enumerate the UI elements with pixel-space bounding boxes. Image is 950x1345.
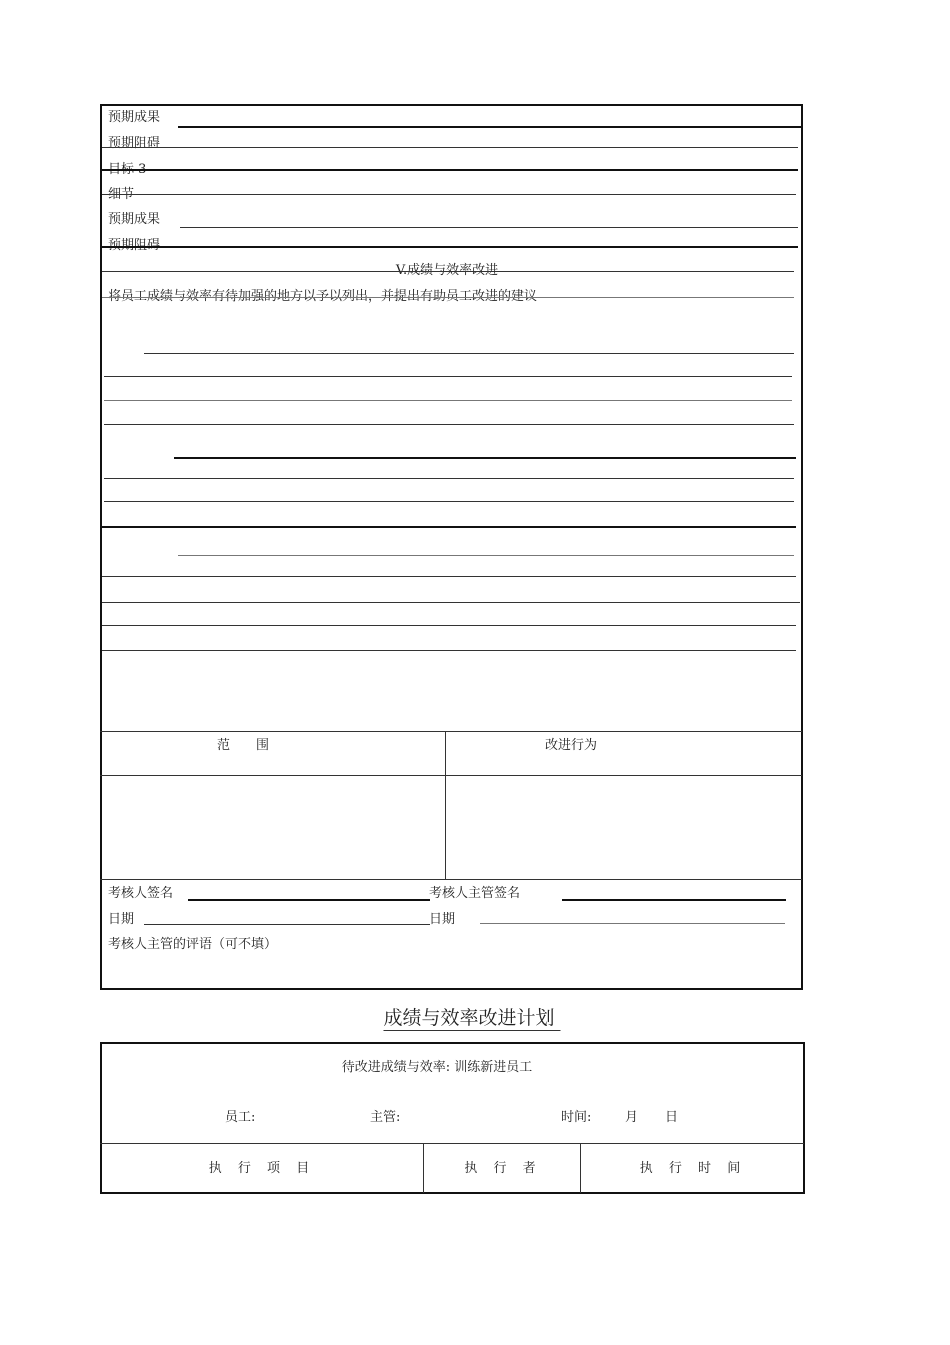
executor-header: 执 行 者 — [464, 1161, 542, 1176]
pending-improvement: 待改进成绩与效率: 训练新进员工 — [341, 1060, 533, 1075]
date-line-left[interactable] — [144, 924, 430, 925]
improvement-table-bottom — [100, 879, 802, 880]
writing-line[interactable] — [102, 576, 796, 577]
plan-col-divider-1 — [423, 1143, 424, 1193]
writing-line[interactable] — [102, 526, 796, 528]
writing-line[interactable] — [104, 376, 792, 377]
section-title-line — [102, 271, 794, 272]
goal-3-label: 目标 3 — [108, 162, 147, 177]
supervisor-comment-label: 考核人主管的评语（可不填） — [108, 937, 278, 952]
supervisor-sign-label: 考核人主管签名 — [429, 886, 521, 901]
reviewer-sign-line[interactable] — [188, 899, 430, 901]
section-title: V.成绩与效率改进 — [395, 263, 499, 278]
day-label: 日 — [665, 1110, 679, 1125]
writing-line[interactable] — [144, 353, 794, 354]
writing-line[interactable] — [174, 457, 796, 459]
supervisor-sign-line[interactable] — [562, 899, 786, 901]
writing-line[interactable] — [178, 555, 794, 556]
detail-label: 细节 — [108, 187, 135, 202]
scope-cell[interactable] — [102, 777, 444, 877]
date-line-right[interactable] — [480, 923, 785, 924]
improvement-table-header-line — [100, 775, 802, 776]
goal-3-line[interactable] — [102, 169, 798, 171]
writing-line[interactable] — [102, 650, 796, 651]
writing-line[interactable] — [104, 501, 794, 502]
writing-line[interactable] — [104, 400, 792, 401]
scope-header: 范 围 — [216, 738, 270, 753]
employee-label: 员工: — [225, 1110, 256, 1125]
date-label-left: 日期 — [108, 912, 135, 927]
reviewer-sign-label: 考核人签名 — [108, 886, 174, 901]
execution-item-header: 执 行 项 目 — [208, 1161, 316, 1176]
expected-result-line[interactable] — [178, 126, 802, 128]
improvement-action-header: 改进行为 — [544, 738, 598, 753]
improvement-action-cell[interactable] — [447, 777, 801, 877]
improvement-table-top — [100, 731, 802, 732]
plan-header-line — [100, 1143, 804, 1144]
execution-time-header: 执 行 时 间 — [639, 1161, 747, 1176]
writing-line[interactable] — [104, 424, 794, 425]
writing-line[interactable] — [102, 602, 800, 603]
expected-obstacle-line-2[interactable] — [102, 246, 798, 248]
expected-obstacle-line[interactable] — [102, 147, 798, 148]
date-label-right: 日期 — [429, 912, 456, 927]
writing-line[interactable] — [102, 625, 796, 626]
time-label: 时间: — [561, 1110, 592, 1125]
detail-line[interactable] — [102, 194, 796, 195]
supervisor-label: 主管: — [370, 1110, 401, 1125]
expected-result-line-2[interactable] — [180, 227, 798, 228]
expected-result-label: 预期成果 — [108, 110, 161, 125]
instruction-text: 将员工成绩与效率有待加强的地方以予以列出，并提出有助员工改进的建议 — [108, 289, 538, 304]
expected-result-label-2: 预期成果 — [108, 212, 161, 227]
plan-title: 成绩与效率改进计划 — [383, 1006, 560, 1031]
month-label: 月 — [625, 1110, 639, 1125]
expected-obstacle-label-2: 预期阻碍 — [108, 238, 161, 253]
instruction-line — [102, 297, 794, 298]
expected-obstacle-label: 预期阻碍 — [108, 136, 161, 151]
improvement-table-divider — [445, 731, 446, 879]
plan-col-divider-2 — [580, 1143, 581, 1193]
writing-line[interactable] — [104, 478, 794, 479]
